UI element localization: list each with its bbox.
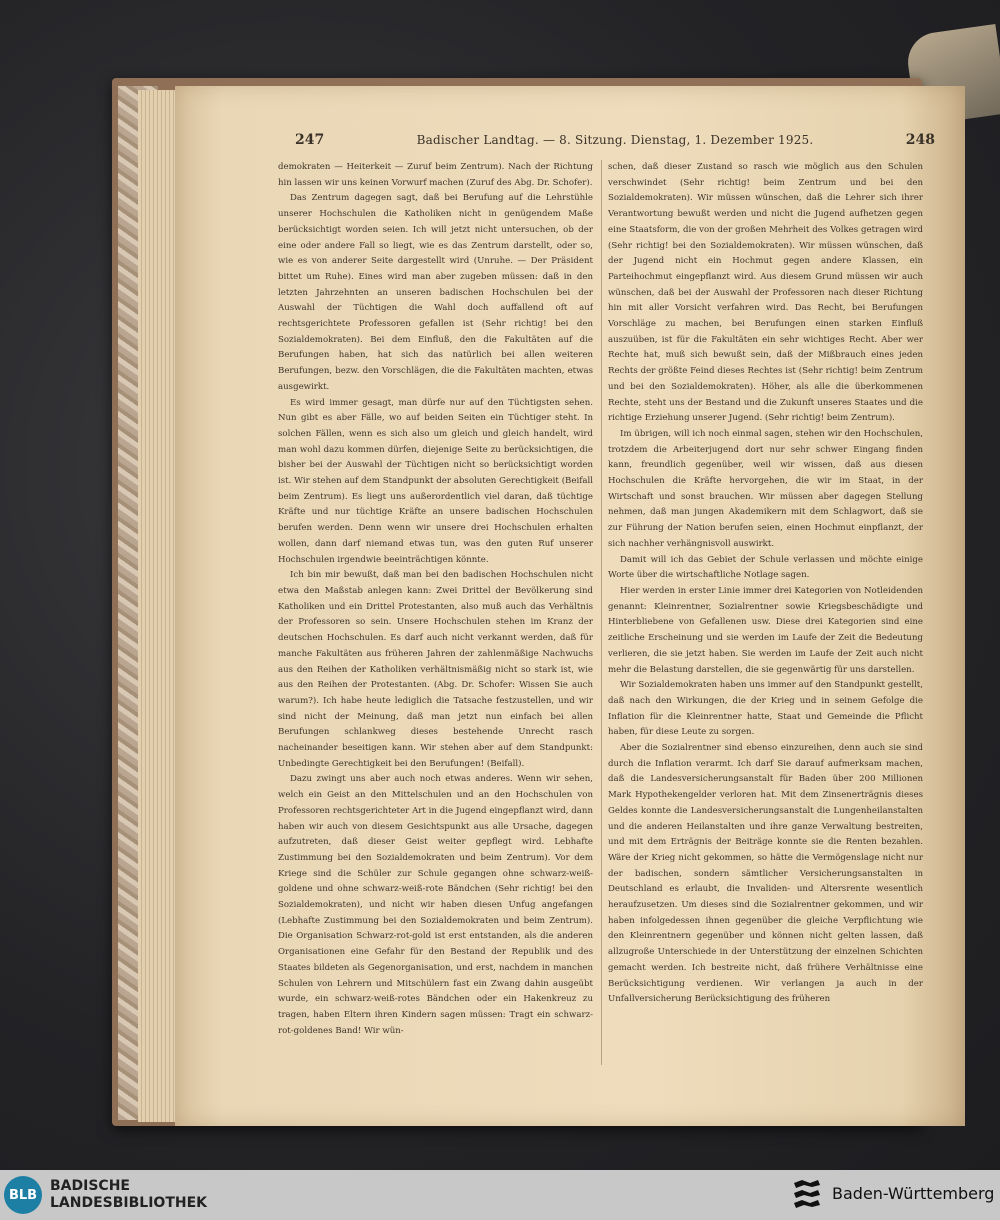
library-name-line2: LANDESBIBLIOTHEK xyxy=(50,1195,208,1211)
blb-logo-icon[interactable]: BLB xyxy=(4,1176,42,1214)
state-name[interactable]: Baden-Württemberg xyxy=(832,1184,995,1203)
paragraph: schen, daß dieser Zustand so rasch wie möglich aus den Schulen verschwindet (Sehr richtig! beim Zentrum und bei den Sozialdemokraten). Wir müssen wünschen, daß die Lehrer sich ihrer Verantwortung bewußt werden und nicht die Jugend aufhetzen gegen eine Staatsform, die von der großen Mehrheit des Volkes getragen wird (Sehr richtig! bei den Sozialdemokraten). Wir müssen wünschen, daß der Jugend nicht ein Hochmut gegen andere Klassen, ein Parteihochmut eingepflanzt wird. Aus diesem Grund müssen wir auch wünschen, daß bei der Auswahl der Professoren nach dieser Richtung hin mit aller Vorsicht verfahren wird. Das Recht, bei Berufungen Vorschläge zu machen, bei Berufungen einen starken Einfluß auszuüben, ist für die Fakultäten ein sehr wichtiges Recht. Aber wer Rechte hat, muß sich bewußt sein, daß der Mißbrauch eines jeden Rechts der größte Feind dieses Rechtes ist (Sehr richtig! beim Zentrum und bei den Sozialdemokraten). Höher, als alle die überkommenen Rechte, steht uns der Bestand und die Zukunft unseres Staates und die richtige Erziehung unserer Jugend. (Sehr richtig! beim Zentrum). xyxy=(608,162,923,424)
running-header xyxy=(295,132,935,152)
column-divider xyxy=(601,160,602,1065)
page-number-left: 247 xyxy=(295,132,325,148)
paragraph: Ich bin mir bewußt, daß man bei den badischen Hochschulen nicht etwa den Maßstab anlegen kann: Zwei Drittel der Bevölkerung sind Katholiken und ein Drittel Protestanten, also muß auch das Verhältnis der Professoren so sein. Unsere Hochschulen stehen im Kranz der deutschen Hochschulen. Es darf auch nicht verkannt werden, daß für manche Fakultäten aus früheren Jahren der zahlenmäßige Nachwuchs aus den Reihen der Katholiken verhältnismäßig nicht so stark ist, wie aus den Reihen der Protestanten. (Abg. Dr. Schofer: Wissen Sie auch warum?). Ich habe heute lediglich die Tatsache festzustellen, und wir sind nicht der Meinung, daß man jetzt nun einfach bei allen Berufungen schlankweg dieses bestehende Unrecht rasch nacheinander beseitigen kann. Wir stehen aber auf dem Standpunkt: Unbedingte Gerechtigkeit bei den Berufungen! (Beifall). xyxy=(278,570,593,769)
paragraph: Es wird immer gesagt, man dürfe nur auf den Tüchtigsten sehen. Nun gibt es aber Fälle, wo auf beiden Seiten ein Tüchtiger steht. In solchen Fällen, wenn es sich also um gleich und gleich handelt, wird man wohl dazu kommen dürfen, diejenige Seite zu berücksichtigen, die bisher bei der Auswahl der Tüchtigen nicht so berücksichtigt worden ist. Wir stehen auf dem Standpunkt der absoluten Gerechtigkeit (Beifall beim Zentrum). Es liegt uns außerordentlich viel daran, daß tüchtige Kräfte und nur tüchtige Kräfte an unsere badischen Hochschulen berufen werden. Denn wenn wir unsere drei Hochschulen erhalten wollen, dann darf niemand etwas tun, was den guten Ruf unserer Hochschulen irgendwie beeinträchtigen könnte. xyxy=(278,397,593,565)
page-number-right: 248 xyxy=(905,132,935,148)
text-column-left xyxy=(278,160,593,1065)
paragraph: Aber die Sozialrentner sind ebenso einzureihen, denn auch sie sind durch die Inflation verarmt. Ich darf Sie darauf aufmerksam machen, daß die Landesversicherungsanstalt für Baden über 200 Millionen Mark Hypothekengelder verloren hat. Mit dem Zinsenerträgnis dieses Geldes konnte die Landesversicherungsanstalt die Lungenheilanstalten und die anderen Heilanstalten und ihre ganze Verwaltung bestreiten, und mit dem Erträgnis der Beiträge konnte sie die Renten bezahlen. Wäre der Krieg nicht gekommen, so hätte die Vermögenslage nicht nur der badischen, sondern sämtlicher Versicherungsanstalten in Deutschland es erlaubt, die Invaliden- und Altersrente wesentlich heraufzusetzen. Um dieses sind die Sozialrentner gekommen, und wir haben infolgedessen ihnen gegenüber die gleiche Verpflichtung wie den Kleinrentnern gegenüber und können nicht gelten lassen, daß allzugroße Unterschiede in der Unterstützung der einzelnen Schichten gemacht werden. Ich bestreite nicht, daß frühere Verhältnisse eine Berücksichtigung verdienen. Wir verlangen ja auch in der Unfallversicherung Berücksichtigung des früheren xyxy=(608,743,923,1005)
library-name-line1: BADISCHE xyxy=(50,1178,130,1194)
paragraph: Dazu zwingt uns aber auch noch etwas anderes. Wenn wir sehen, welch ein Geist an den Mittelschulen und an den Hochschulen von Professoren rechtsgerichteter Art in die Jugend eingepflanzt wird, dann haben wir auch von diesem Gesichtspunkt aus alle Ursache, dagegen aufzutreten, daß dieser Geist weiter gepflegt wird. Lebhafte Zustimmung bei den Sozialdemokraten und beim Zentrum). Vor dem Kriege sind die Schüler zur Schule gegangen ohne schwarz-weiß-goldene und ohne schwarz-weiß-rote Bändchen (Sehr richtig! bei den Sozialdemokraten), und nicht wir haben diesen Unfug angefangen (Lebhafte Zustimmung bei den Sozialdemokraten und beim Zentrum). Die Organisation Schwarz-rot-gold ist erst entstanden, als die anderen Organisationen eine Gefahr für den Bestand der Republik und des Staates bildeten als Gegenorganisation, und erst, nachdem in manchen Schulen von Lehrern und Mitschülern fast ein Zwang dahin ausgeübt wurde, ein schwarz-weiß-rotes Bändchen oder ein Hakenkreuz zu tragen, haben Eltern ihren Kindern sagen müssen: Tragt ein schwarz-rot-goldenes Band! Wir wün- xyxy=(278,774,593,1036)
paragraph: Das Zentrum dagegen sagt, daß bei Berufung auf die Lehrstühle unserer Hochschulen die Katholiken nicht in genügendem Maße berücksichtigt worden seien. Ich will jetzt nicht untersuchen, ob der eine oder andere Fall so liegt, wie es das Zentrum darstellt, oder so, wie es von anderer Seite dargestellt wird (Unruhe. — Der Präsident bittet um Ruhe). Eines wird man aber zugeben müssen: daß in den letzten Jahrzehnten an unseren badischen Hochschulen bei der Auswahl der Tüchtigen die Wahl doch auffallend oft auf rechtsgerichtete Professoren gefallen ist (Sehr richtig! bei den Sozialdemokraten). Bei dem Einfluß, den die Fakultäten auf die Berufungen haben, hat sich das natürlich bei allen weiteren Berufungen, bezw. den Vorschlägen, die die Fakultäten machten, etwas ausgewirkt. xyxy=(278,193,593,392)
text-column-right xyxy=(608,160,923,1065)
paragraph: Hier werden in erster Linie immer drei Kategorien von Notleidenden genannt: Kleinrentner, Sozialrentner sowie Kriegsbeschädigte und Hinterbliebene von Gefallenen usw. Diese drei Kategorien sind eine zeitliche Erscheinung und sie werden im Laufe der Zeit die Bedeutung verlieren, die sie jetzt haben. Sie werden im Laufe der Zeit auch nicht mehr die Belastung darstellen, die sie gegenwärtig für uns darstellen. xyxy=(608,585,923,675)
library-name[interactable] xyxy=(50,1178,207,1212)
paragraph: Wir Sozialdemokraten haben uns immer auf den Standpunkt gestellt, daß nach den Wirkungen, die der Krieg und in seinem Gefolge die Inflation für die Kleinrentner hatte, Staat und Gemeinde die Pflicht haben, für diese Leute zu sorgen. xyxy=(608,680,923,738)
footer-bar xyxy=(0,1170,1000,1220)
book-page xyxy=(175,86,965,1126)
paragraph: demokraten — Heiterkeit — Zuruf beim Zentrum). Nach der Richtung hin lassen wir uns keinen Vorwurf machen (Zuruf des Abg. Dr. Schofer). xyxy=(278,162,593,188)
paragraph: Damit will ich das Gebiet der Schule verlassen und möchte einige Worte über die wirtschaftliche Notlage sagen. xyxy=(608,554,923,581)
paragraph: Im übrigen, will ich noch einmal sagen, stehen wir den Hochschulen, trotzdem die Arbeiterjugend dort nur sehr schwer Eingang finden kann, freundlich gegenüber, weil wir wissen, daß aus diesen Hochschulen die Kräfte hervorgehen, die wir im Staat, in der Wirtschaft und sonst brauchen. Wir müssen aber dagegen Stellung nehmen, daß man jungen Akademikern mit dem Schlagwort, daß sie zur Führung der Nation berufen seien, einen Hochmut einpflanzt, der sich nachher verhängnisvoll auswirkt. xyxy=(608,428,923,549)
header-title: Badischer Landtag. — 8. Sitzung. Dienstag, 1. Dezember 1925. xyxy=(416,133,814,147)
baden-wuerttemberg-lions-icon[interactable] xyxy=(790,1177,824,1213)
